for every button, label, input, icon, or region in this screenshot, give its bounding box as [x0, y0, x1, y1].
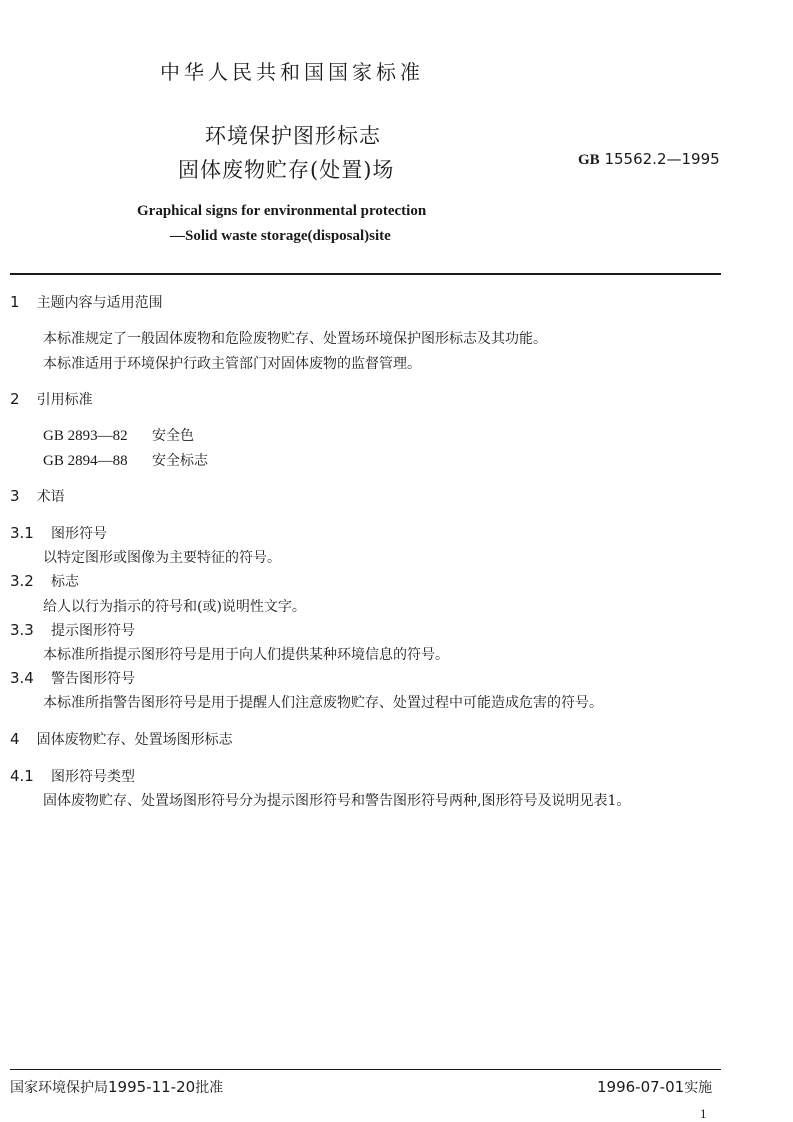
subsection-title: 图形符号: [50, 526, 107, 542]
section-3-heading: [10, 486, 65, 506]
reference-name: 安全标志: [152, 453, 208, 469]
title-en-line1: Graphical signs for environmental protection: [137, 203, 427, 219]
standard-code-prefix: GB: [578, 152, 600, 168]
section-4-heading: [10, 729, 233, 749]
issue-date: 1995-11-20: [108, 1078, 196, 1096]
section-number: 1: [10, 293, 20, 311]
subsection-number: 4.1: [10, 767, 34, 785]
effective-date: 1996-07-01: [597, 1078, 685, 1096]
footer-divider: [10, 1069, 721, 1070]
header-divider: [10, 273, 721, 275]
section-1-heading: [10, 292, 163, 312]
section-title: 固体废物贮存、处置场图形标志: [36, 732, 233, 748]
subsection-3-4-heading: [10, 668, 135, 688]
section-1-paragraph-1: 本标准规定了一般固体废物和危险废物贮存、处置场环境保护图形标志及其功能。: [43, 331, 547, 347]
subsection-title: 警告图形符号: [50, 671, 135, 687]
subsection-number: 3.1: [10, 524, 34, 542]
subsection-title: 标志: [50, 574, 79, 590]
subsection-3-4-text: 本标准所指警告图形符号是用于提醒人们注意废物贮存、处置过程中可能造成危害的符号。: [43, 695, 603, 711]
section-title: 引用标准: [36, 392, 93, 408]
section-number: 2: [10, 390, 20, 408]
footer-approval: [10, 1077, 223, 1097]
subsection-3-1-text: 以特定图形或图像为主要特征的符号。: [43, 550, 281, 566]
reference-item: [43, 425, 194, 445]
issuer: 国家环境保护局: [10, 1080, 108, 1096]
subsection-title: 图形符号类型: [50, 769, 135, 785]
subsection-3-2-heading: [10, 571, 79, 591]
subsection-3-3-text: 本标准所指提示图形符号是用于向人们提供某种环境信息的符号。: [43, 647, 449, 663]
section-number: 3: [10, 487, 20, 505]
issue-suffix: 批准: [195, 1080, 224, 1096]
section-title: 术语: [36, 489, 65, 505]
subsection-4-1-text: 固体废物贮存、处置场图形符号分为提示图形符号和警告图形符号两种,图形符号及说明见表1。: [43, 793, 631, 809]
reference-name: 安全色: [152, 428, 194, 444]
subsection-number: 3.2: [10, 572, 34, 590]
subsection-3-2-text: 给人以行为指示的符号和(或)说明性文字。: [43, 599, 306, 615]
title-en-line2: —Solid waste storage(disposal)site: [170, 228, 391, 244]
subsection-4-1-heading: [10, 766, 135, 786]
reference-code: GB 2893—82: [43, 428, 128, 444]
section-title: 主题内容与适用范围: [36, 295, 163, 311]
standard-code: [578, 150, 720, 169]
national-standard-heading: 中华人民共和国国家标准: [160, 60, 424, 84]
subsection-number: 3.3: [10, 621, 34, 639]
section-1-paragraph-2: 本标准适用于环境保护行政主管部门对固体废物的监督管理。: [43, 356, 421, 372]
subsection-3-1-heading: [10, 523, 107, 543]
title-cn-line2: 固体废物贮存(处置)场: [178, 158, 395, 182]
standard-code-number: 15562.2—1995: [604, 150, 720, 168]
title-cn-line1: 环境保护图形标志: [205, 124, 381, 148]
subsection-3-3-heading: [10, 620, 135, 640]
reference-item: [43, 450, 208, 470]
effective-suffix: 实施: [684, 1080, 713, 1096]
reference-code: GB 2894—88: [43, 453, 128, 469]
section-number: 4: [10, 730, 20, 748]
page-number: 1: [700, 1106, 707, 1121]
footer-effective: [597, 1077, 712, 1097]
subsection-number: 3.4: [10, 669, 34, 687]
subsection-title: 提示图形符号: [50, 623, 135, 639]
section-2-heading: [10, 389, 93, 409]
